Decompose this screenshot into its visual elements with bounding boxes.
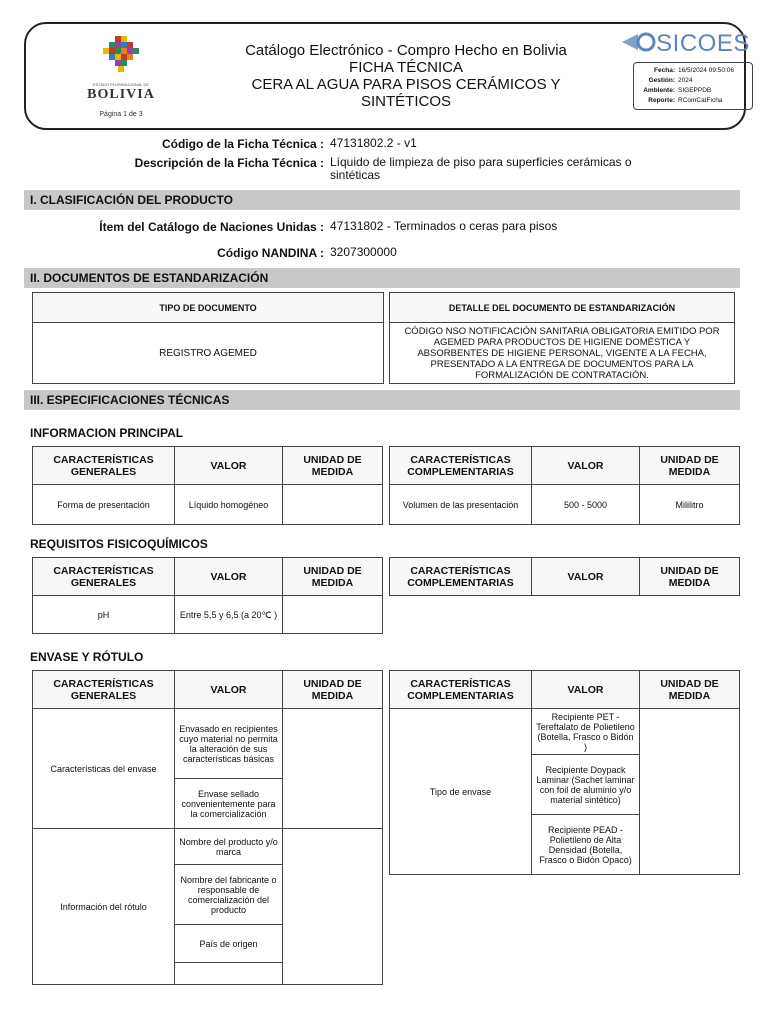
descripcion-ficha-label: Descripción de la Ficha Técnica : <box>134 156 324 170</box>
col-caracteristicas-generales: CARACTERÍSTICAS GENERALES <box>33 558 175 596</box>
col-unidad-medida: UNIDAD DE MEDIDA <box>283 447 383 485</box>
section-documentos: II. DOCUMENTOS DE ESTANDARIZACIÓN <box>24 268 740 288</box>
tipo-envase-valor-3: Recipiente PEAD - Polietileno de Alta Densidad (Botella, Frasco o Bidón Opaco) <box>532 815 640 875</box>
sicoes-brand <box>611 30 761 110</box>
nandina-value: 3207300000 <box>330 245 397 259</box>
rotulo-valor-2a: Nombre del producto y/o marca <box>175 829 283 865</box>
col-unidad-medida: UNIDAD DE MEDIDA <box>283 558 383 596</box>
col-valor: VALOR <box>175 447 283 485</box>
info-principal-heading: INFORMACION PRINCIPAL <box>30 426 184 440</box>
sicoes-logo <box>611 30 761 58</box>
logo-text: BOLIVIA <box>87 87 155 102</box>
item-onu-label: Ítem del Catálogo de Naciones Unidas : <box>99 220 324 234</box>
meta-reporte-value: RComCatFicha <box>678 97 723 104</box>
rotulo-valor-2c: País de origen <box>175 925 283 963</box>
report-meta <box>633 62 753 110</box>
sicoes-logo-icon <box>622 31 656 58</box>
page-number: Página 1 de 3 <box>99 111 143 118</box>
title-line-4: SINTÉTICOS <box>360 93 451 110</box>
envase-caracteristica-1: Características del envase <box>33 709 175 829</box>
fisicoquimicos-heading: REQUISITOS FISICOQUÍMICOS <box>30 537 208 551</box>
rotulo-unidad-2 <box>283 829 383 985</box>
meta-fecha-label: Fecha: <box>654 67 675 74</box>
section-clasificacion: I. CLASIFICACIÓN DEL PRODUCTO <box>24 190 740 210</box>
col-unidad-medida: UNIDAD DE MEDIDA <box>640 671 740 709</box>
info-c-unidad: Mililitro <box>640 485 740 525</box>
envase-general-table <box>32 670 383 985</box>
meta-ambiente-value: SIGEPPDB <box>678 87 712 94</box>
title-line-1: Catálogo Electrónico - Compro Hecho en Bolivia <box>245 42 567 59</box>
section-especificaciones: III. ESPECIFICACIONES TÉCNICAS <box>24 390 740 410</box>
envase-complementaria-table <box>389 670 740 875</box>
rotulo-valor-empty <box>175 963 283 985</box>
col-unidad-medida: UNIDAD DE MEDIDA <box>640 447 740 485</box>
info-general-table <box>32 446 383 525</box>
col-caracteristicas-complementarias: CARACTERÍSTICAS COMPLEMENTARIAS <box>390 671 532 709</box>
col-unidad-medida: UNIDAD DE MEDIDA <box>640 558 740 596</box>
col-valor: VALOR <box>175 558 283 596</box>
doc-detail-table <box>389 292 735 384</box>
col-valor: VALOR <box>532 558 640 596</box>
tipo-envase-caracteristica: Tipo de envase <box>390 709 532 875</box>
fisico-g-valor: Entre 5,5 y 6,5 (a 20℃ ) <box>175 596 283 634</box>
doc-type-cell: REGISTRO AGEMED <box>33 323 384 384</box>
meta-gestion-value: 2024 <box>678 77 693 84</box>
meta-fecha-value: 16/5/2024 09:50:06 <box>678 67 735 74</box>
doc-type-table <box>32 292 384 384</box>
col-caracteristicas-generales: CARACTERÍSTICAS GENERALES <box>33 447 175 485</box>
col-caracteristicas-generales: CARACTERÍSTICAS GENERALES <box>33 671 175 709</box>
meta-ambiente-label: Ambiente: <box>643 87 675 94</box>
meta-gestion-label: Gestión: <box>648 77 675 84</box>
fisico-g-unidad <box>283 596 383 634</box>
tipo-envase-valor-1: Recipiente PET - Tereftalato de Polietileno (Botella, Frasco o Bidón ) <box>532 709 640 755</box>
col-valor: VALOR <box>532 447 640 485</box>
codigo-ficha-value: 47131802.2 - v1 <box>330 136 417 150</box>
col-unidad-medida: UNIDAD DE MEDIDA <box>283 671 383 709</box>
info-c-valor: 500 - 5000 <box>532 485 640 525</box>
title-line-3: CERA AL AGUA PARA PISOS CERÁMICOS Y <box>251 76 561 93</box>
envase-rotulo-heading: ENVASE Y RÓTULO <box>30 650 144 664</box>
col-valor: VALOR <box>175 671 283 709</box>
info-g-unidad <box>283 485 383 525</box>
codigo-ficha-label: Código de la Ficha Técnica : <box>161 137 324 151</box>
tipo-envase-valor-2: Recipiente Doypack Laminar (Sachet laminar con foil de aluminio y/o material sintético) <box>532 755 640 815</box>
col-caracteristicas-complementarias: CARACTERÍSTICAS COMPLEMENTARIAS <box>390 558 532 596</box>
item-onu-value: 47131802 - Terminados o ceras para pisos <box>330 219 558 233</box>
title-line-2: FICHA TÉCNICA <box>349 59 463 76</box>
info-g-valor: Líquido homogéneo <box>175 485 283 525</box>
fisico-g-caracteristica: pH <box>33 596 175 634</box>
descripcion-ficha-value: Líquido de limpieza de piso para superficies cerámicas o sintéticas <box>330 155 632 182</box>
tipo-envase-unidad <box>640 709 740 875</box>
coat-of-arms-icon <box>99 36 143 76</box>
col-valor: VALOR <box>532 671 640 709</box>
logo-small-text: ESTADO PLURINACIONAL DE <box>92 82 149 87</box>
fisico-complementaria-table <box>389 557 740 596</box>
info-complementaria-table <box>389 446 740 525</box>
doc-detail-cell: CÓDIGO NSO NOTIFICACIÓN SANITARIA OBLIGATORIA EMITIDO POR AGEMED PARA PRODUCTOS DE HIGIENE DOMÉSTICA Y ABSORBENTES DE HIGIENE PERSONAL, VIGENTE A LA FECHA, PRESENTADO A LA ENTREGA DE DOCUMENTOS PARA LA FORMALIZACIÓN DE CONTRATACIÓN. <box>390 323 735 384</box>
rotulo-valor-2b: Nombre del fabricante o responsable de comercialización del producto <box>175 865 283 925</box>
envase-valor-1a: Envasado en recipientes cuyo material no permita la alteración de sus características básicas <box>175 709 283 779</box>
bolivia-logo <box>76 36 166 118</box>
fisico-general-table <box>32 557 383 634</box>
document-title <box>196 42 616 110</box>
doc-type-header: TIPO DE DOCUMENTO <box>33 293 384 323</box>
info-g-caracteristica: Forma de presentación <box>33 485 175 525</box>
col-caracteristicas-complementarias: CARACTERÍSTICAS COMPLEMENTARIAS <box>390 447 532 485</box>
envase-valor-1b: Envase sellado convenientemente para la comercialización <box>175 779 283 829</box>
doc-detail-header: DETALLE DEL DOCUMENTO DE ESTANDARIZACIÓN <box>390 293 735 323</box>
nandina-label: Código NANDINA : <box>217 246 324 260</box>
info-c-caracteristica: Volumen de las presentación <box>390 485 532 525</box>
header-box <box>24 22 750 130</box>
envase-unidad-1 <box>283 709 383 829</box>
rotulo-caracteristica-2: Información del rótulo <box>33 829 175 985</box>
sicoes-logo-text: SICOES <box>656 30 750 57</box>
meta-reporte-label: Reporte: <box>648 97 675 104</box>
